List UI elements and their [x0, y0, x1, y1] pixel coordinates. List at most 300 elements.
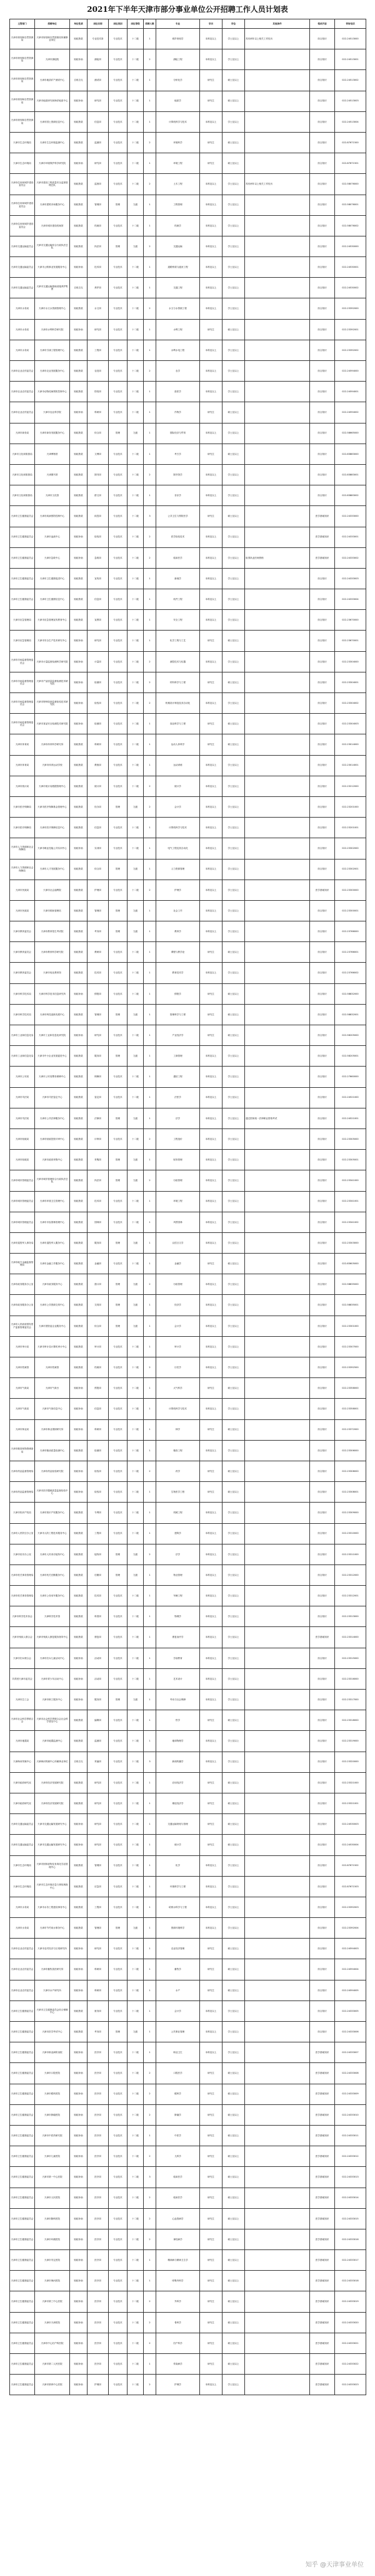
table-cell: 专业技术	[109, 755, 128, 776]
table-cell: 软件工程	[156, 589, 200, 610]
table-cell: 本科及以上	[200, 1336, 222, 1357]
table-cell: 十二级	[128, 2229, 144, 2249]
table-cell	[245, 1814, 310, 1835]
table-cell: 022-23308000	[335, 1461, 366, 1481]
table-cell: 学士及以上	[222, 1087, 245, 1108]
table-cell: 天津市水务局	[10, 1897, 35, 1917]
table-cell: 天津市公路事业发展服务中心	[35, 257, 70, 278]
table-row	[10, 1128, 366, 1149]
table-cell: 财政拨款	[70, 236, 88, 256]
table-cell: 综合知识	[310, 1025, 335, 1046]
table-cell: 天津市交通运输委员会	[10, 1835, 35, 1855]
table-cell: 本科及以上	[200, 755, 222, 776]
table-cell: 天津市水务局	[10, 298, 35, 319]
watermark: 知乎 @天津事业单位	[305, 2562, 364, 2568]
table-cell: 综合知识	[310, 1523, 335, 1544]
table-cell: 综合知识	[310, 631, 335, 651]
table-cell	[245, 963, 310, 983]
table-cell: 水利工程	[156, 319, 200, 340]
table-cell: 专业技术	[109, 734, 128, 755]
table-cell: 本科及以上	[200, 900, 222, 921]
table-cell	[245, 2042, 310, 2063]
table-cell	[245, 1399, 310, 1419]
table-cell: 天津图书馆	[35, 464, 70, 485]
table-cell: 十二级	[128, 734, 144, 755]
table-cell: 管理	[109, 1918, 128, 1939]
table-cell: 022-24333000	[335, 506, 366, 527]
table-cell: 十二级	[128, 298, 144, 319]
table-cell: 022-23313000	[335, 1606, 366, 1627]
table-cell: 测控技术与仪器	[156, 651, 200, 672]
table-cell: 统计岗	[88, 776, 109, 796]
table-cell: 天津市城市管理综合行政执法总队	[35, 1170, 70, 1191]
table-cell: 综合知识	[310, 921, 335, 942]
table-cell: 1	[144, 2250, 156, 2271]
table-cell: 硕士及以上	[222, 1793, 245, 1813]
table-cell: 本科及以上	[200, 796, 222, 817]
table-cell: 服务岗	[88, 1046, 109, 1067]
table-cell: 天津市建筑市场服务中心	[35, 195, 70, 215]
table-cell: 022-24333010	[335, 2104, 366, 2125]
table-cell: 天津市城市建设档案馆	[35, 215, 70, 236]
table-cell: 产业经济学	[156, 1025, 200, 1046]
table-row	[10, 1440, 366, 1461]
table-cell: 综合知识	[310, 1419, 335, 1440]
table-cell	[245, 983, 310, 1004]
table-cell: 金融岗	[88, 1254, 109, 1274]
table-cell: 财政拨款	[70, 776, 88, 796]
table-cell: 1	[144, 1295, 156, 1316]
table-cell: 研究生	[200, 91, 222, 111]
table-cell: 硕士及以上	[222, 1835, 245, 1855]
table-cell: 3	[144, 2167, 156, 2188]
table-cell: 综合知识	[310, 714, 335, 734]
table-cell: 财政补助	[70, 2375, 88, 2395]
table-cell: 医学检验技术	[156, 527, 200, 547]
table-cell: 学士及以上	[222, 1295, 245, 1316]
table-cell: 财政补助	[70, 983, 88, 1004]
table-cell: 检验岗	[88, 693, 109, 714]
table-cell: 财政补助	[70, 1690, 88, 1710]
table-cell: 天津市科学技术局	[10, 983, 35, 1004]
table-cell: 九级	[128, 236, 144, 256]
table-cell: 十二级	[128, 1378, 144, 1399]
table-cell: 工商管理	[156, 1046, 200, 1067]
table-cell: 综合知识	[310, 568, 335, 589]
table-cell: 1	[144, 1627, 156, 1648]
table-cell: 学士及以上	[222, 859, 245, 880]
table-cell: 综合知识	[310, 1087, 335, 1108]
table-row	[10, 91, 366, 111]
table-cell: 专业技术	[109, 1627, 128, 1648]
table-cell: 测绘岗	[88, 49, 109, 70]
table-cell: 天津市公务用车服务中心	[35, 1586, 70, 1606]
table-cell: 022-58076002	[335, 215, 366, 236]
table-cell: 宣传岗	[88, 568, 109, 589]
table-cell: 研究生	[200, 2312, 222, 2333]
table-cell	[245, 153, 310, 174]
table-cell: 十二级	[128, 2291, 144, 2312]
table-cell: 专业技术	[109, 2229, 128, 2249]
table-cell: 十二级	[128, 382, 144, 402]
table-cell: 学士及以上	[222, 921, 245, 942]
table-cell: 022-23303000	[335, 1232, 366, 1253]
table-cell	[245, 2375, 310, 2395]
table-cell: 财政拨款	[70, 1606, 88, 1627]
table-cell: 2	[144, 2084, 156, 2104]
table-row	[10, 547, 366, 568]
table-cell	[245, 423, 310, 444]
table-cell: 022-27660000	[335, 1067, 366, 1087]
table-cell: 天津市国资委企业服务中心	[35, 1316, 70, 1336]
table-cell: 肿瘤学	[156, 2104, 200, 2125]
table-row	[10, 2104, 366, 2125]
table-cell: 综合知识	[310, 1835, 335, 1855]
table-cell: 综合知识	[310, 818, 335, 838]
table-cell: 硕士及以上	[222, 672, 245, 692]
table-cell: 1	[144, 485, 156, 506]
table-cell: 天津市气象信息中心	[35, 1399, 70, 1419]
table-cell: 硕士及以上	[222, 2312, 245, 2333]
table-cell: 综合知识	[310, 1710, 335, 1731]
table-row	[10, 631, 366, 651]
table-cell: 劳动与社会保障	[156, 1690, 200, 1710]
table-cell: 天津市水务局	[10, 340, 35, 360]
table-cell: 天津市医疗保障局	[10, 818, 35, 838]
table-cell: 财政拨款	[70, 1544, 88, 1564]
table-cell: 1	[144, 382, 156, 402]
table-cell: 财政拨款	[70, 2022, 88, 2042]
table-cell: 医疗岗	[88, 2250, 109, 2271]
table-cell: 学士及以上	[222, 1503, 245, 1523]
table-cell	[245, 921, 310, 942]
table-cell: 天津海河传媒中心	[10, 1752, 35, 1772]
table-cell: 医疗岗	[88, 2312, 109, 2333]
table-cell: 管理	[109, 921, 128, 942]
table-cell: 硕士及以上	[222, 2125, 245, 2146]
table-cell: 会计学	[156, 796, 200, 817]
table-cell: 口腔医学	[156, 2063, 200, 2084]
table-cell: 分析化学	[156, 70, 200, 91]
table-cell: 综合知识	[310, 1150, 335, 1170]
table-cell: 1	[144, 444, 156, 464]
table-cell: 财政拨款	[70, 796, 88, 817]
table-cell: 1	[144, 2271, 156, 2291]
column-header: 学位	[222, 19, 245, 29]
table-header-row	[10, 19, 366, 29]
table-cell	[245, 1004, 310, 1025]
table-cell: 022-24513000	[335, 29, 366, 49]
table-row	[10, 838, 366, 859]
table-cell	[245, 568, 310, 589]
table-cell: 图书馆学	[156, 464, 200, 485]
table-row	[10, 1254, 366, 1274]
table-cell: 运动人体科学	[156, 734, 200, 755]
table-cell: 022-23766000	[335, 921, 366, 942]
table-cell: 天津市体育运动学校	[35, 755, 70, 776]
table-cell	[245, 859, 310, 880]
table-cell: 天津市住房和城乡建设委员会	[10, 215, 35, 236]
table-cell: 综合知识	[310, 382, 335, 402]
table-cell	[245, 1793, 310, 1813]
table-cell: 财政补助	[70, 2229, 88, 2249]
table-cell: 综合知识	[310, 1357, 335, 1378]
table-cell	[245, 1232, 310, 1253]
table-cell: 022-24530001	[335, 257, 366, 278]
table-row	[10, 2022, 366, 2042]
table-row	[10, 2000, 366, 2021]
table-cell: 研究岗	[88, 1939, 109, 1959]
table-row	[10, 1980, 366, 2000]
table-cell: 天津市工业和信息化研究院	[35, 1025, 70, 1046]
table-cell: 天津市经济发展研究院	[35, 1793, 70, 1813]
table-cell: 天津市司法局	[10, 1087, 35, 1108]
table-cell: 天津市科学技术局	[10, 1004, 35, 1025]
table-cell: 综合知识	[310, 589, 335, 610]
table-cell: 财政拨款	[70, 818, 88, 838]
table-cell: 1	[144, 2000, 156, 2021]
table-cell	[245, 1461, 310, 1481]
table-cell: 研究生	[200, 132, 222, 153]
table-cell: 天津市医疗器械质量监督检验中心	[35, 1482, 70, 1503]
table-cell: 硕士及以上	[222, 2250, 245, 2271]
table-row	[10, 1212, 366, 1232]
table-cell: 检测岗	[88, 1440, 109, 1461]
table-cell: 天津市机关后勤服务中心	[35, 1564, 70, 1585]
table-cell: 天津市人民政府国有资产监督管理委员会	[10, 1316, 35, 1336]
table-cell: 1	[144, 195, 156, 215]
table-cell: 2	[144, 298, 156, 319]
table-cell: 十二级	[128, 153, 144, 174]
table-cell: 学士及以上	[222, 1606, 245, 1627]
table-cell: 学士及以上	[222, 1627, 245, 1648]
table-cell: 研究生	[200, 2125, 222, 2146]
table-cell: 财政拨款	[70, 900, 88, 921]
table-cell: 管理	[109, 423, 128, 444]
table-cell: 医学基础知识	[310, 2188, 335, 2208]
table-cell: 天津市机关事务管理局	[10, 1586, 35, 1606]
table-cell: 天津市节约用水事务中心	[35, 1918, 70, 1939]
table-cell: 学士及以上	[222, 1108, 245, 1128]
table-cell: 学士及以上	[222, 1564, 245, 1585]
table-cell: 十二级	[128, 132, 144, 153]
table-cell: 十二级	[128, 1855, 144, 1876]
table-cell: 综合知识	[310, 859, 335, 880]
column-header: 学历	[200, 19, 222, 29]
table-cell	[245, 1544, 310, 1564]
table-cell: 天津市卫生健康委员会	[10, 568, 35, 589]
table-cell: 天津市档案馆	[10, 1357, 35, 1378]
table-cell: 财政拨款	[70, 340, 88, 360]
table-cell: 天津市司法局	[10, 1108, 35, 1128]
table-cell: 文博岗	[88, 444, 109, 464]
table-cell: 经济学	[156, 1295, 200, 1316]
table-cell: 研究生	[200, 983, 222, 1004]
table-cell	[245, 838, 310, 859]
table-cell: 十二级	[128, 983, 144, 1004]
table-cell: 专业技术	[109, 2250, 128, 2271]
table-cell: 天津市财政投资评审中心	[35, 1128, 70, 1149]
table-cell: 专业技术	[109, 1191, 128, 1212]
table-cell	[245, 382, 310, 402]
table-cell: 硕士及以上	[222, 2188, 245, 2208]
table-cell: 人力资源管理	[156, 859, 200, 880]
table-cell: 财政补助	[70, 2333, 88, 2353]
table-cell: 天津市司法鉴定中心	[35, 1087, 70, 1108]
table-cell: 研究生	[200, 2188, 222, 2208]
table-cell: 信息岗	[88, 589, 109, 610]
table-cell: 专业技术	[109, 651, 128, 672]
table-cell: 十二级	[128, 2333, 144, 2353]
table-cell	[245, 402, 310, 423]
table-cell: 综合知识	[310, 70, 335, 91]
table-cell: 农技岗	[88, 361, 109, 382]
table-cell: 天津市环湖医院	[35, 2229, 70, 2249]
table-cell: 1	[144, 91, 156, 111]
table-row	[10, 942, 366, 963]
table-row	[10, 1482, 366, 1503]
table-cell: 十二级	[128, 1793, 144, 1813]
table-cell: 财政拨款	[70, 1067, 88, 1087]
table-row	[10, 485, 366, 506]
table-cell: 研究岗	[88, 1814, 109, 1835]
table-cell: 综合知识	[310, 278, 335, 298]
table-cell	[245, 49, 310, 70]
table-cell: 专业技术	[109, 1461, 128, 1481]
table-cell: 天津市救助管理站	[35, 900, 70, 921]
table-cell: 十二级	[128, 70, 144, 91]
table-cell: 九级	[128, 1170, 144, 1191]
table-row	[10, 236, 366, 256]
table-row	[10, 1336, 366, 1357]
table-row	[10, 734, 366, 755]
table-cell: 本科及以上	[200, 1918, 222, 1939]
table-cell: 研究生	[200, 444, 222, 464]
table-cell: 医学基础知识	[310, 506, 335, 527]
table-cell: 财政补助	[70, 2146, 88, 2167]
table-cell: 管理	[109, 1232, 128, 1253]
table-cell: 神经病学	[156, 2229, 200, 2249]
table-row	[10, 1046, 366, 1067]
table-cell: 十二级	[128, 1461, 144, 1481]
table-row	[10, 423, 366, 444]
table-cell: 具有两年以上相关工作经历	[245, 29, 310, 49]
table-cell: 研究生	[200, 1254, 222, 1274]
table-cell: 专业技术	[109, 983, 128, 1004]
table-cell: 天津市林业果树研究所	[35, 1419, 70, 1440]
table-cell	[245, 1128, 310, 1149]
table-cell: 本科及以上	[200, 1855, 222, 1876]
table-cell: 天津市水务工程建设事务中心	[35, 1897, 70, 1917]
table-cell: 天津市人民来访接待中心	[35, 1544, 70, 1564]
table-cell: 十二级	[128, 2354, 144, 2375]
table-cell: 022-23392500	[335, 1357, 366, 1378]
table-row	[10, 1523, 366, 1544]
table-cell: 综合知识	[310, 1793, 335, 1813]
table-cell: 九级	[128, 423, 144, 444]
table-cell: 法医学	[156, 1087, 200, 1108]
table-cell: 财政拨款	[70, 1586, 88, 1606]
table-cell: 硕士及以上	[222, 714, 245, 734]
table-cell: 九级	[128, 1564, 144, 1585]
table-cell	[245, 589, 310, 610]
table-cell: 医疗岗	[88, 2167, 109, 2188]
table-cell: 天津市教育招生考试院	[35, 921, 70, 942]
table-cell: 学士及以上	[222, 1191, 245, 1212]
table-cell: 药学	[156, 1461, 200, 1481]
table-cell: 财政补助	[70, 1399, 88, 1419]
table-cell: 天津市市场监督管理委员会	[10, 714, 35, 734]
table-cell: 鉴定岗	[88, 1087, 109, 1108]
table-cell	[245, 1835, 310, 1855]
table-cell: 工程岗	[88, 340, 109, 360]
table-cell	[245, 2167, 310, 2188]
table-cell: 天津市体育局	[10, 734, 35, 755]
table-cell: 专利岗	[88, 1503, 109, 1523]
table-cell: 天津市工业和信息化局	[10, 1025, 35, 1046]
table-cell: 1	[144, 1212, 156, 1232]
table-cell: 天津市地质矿产测试中心	[35, 70, 70, 91]
table-cell: 天津市药品检验研究院	[35, 1461, 70, 1481]
table-cell: 天津市海河医院	[35, 2271, 70, 2291]
table-cell: 022-24530003	[335, 1814, 366, 1835]
table-cell: 财政补助	[70, 1419, 88, 1440]
table-cell: 研究岗	[88, 1835, 109, 1855]
table-cell: 专业技术	[109, 444, 128, 464]
table-cell: 兽医学	[156, 382, 200, 402]
table-cell: 天津市教育委员会	[10, 963, 35, 983]
table-cell: 专业技术	[109, 1793, 128, 1813]
table-cell: 公共卫生与预防医学	[156, 506, 200, 527]
table-cell: 专业技术	[109, 278, 128, 298]
table-cell: 学士及以上	[222, 796, 245, 817]
table-cell: 十二级	[128, 174, 144, 195]
table-cell: 研究生	[200, 70, 222, 91]
table-cell	[245, 1440, 310, 1461]
table-cell: 十二级	[128, 361, 144, 382]
table-cell: 022-23320000	[335, 1752, 366, 1772]
table-cell	[245, 1731, 310, 1752]
table-cell	[245, 1336, 310, 1357]
table-cell: 综合知识	[310, 1772, 335, 1793]
table-cell: 综合知识	[310, 651, 335, 672]
table-row	[10, 1835, 366, 1855]
table-row	[10, 1876, 366, 1897]
table-cell: 硕士及以上	[222, 153, 245, 174]
table-cell: 专业技术	[109, 2146, 128, 2167]
table-cell	[245, 1668, 310, 1689]
table-cell: 天津市生态环境监测中心	[35, 132, 70, 153]
table-cell: 022-24333018	[335, 2271, 366, 2291]
table-cell: 财政补助	[70, 91, 88, 111]
table-cell: 专业技术	[109, 91, 128, 111]
table-cell: 财政拨款	[70, 963, 88, 983]
table-cell: 1	[144, 2125, 156, 2146]
table-cell: 研究生	[200, 506, 222, 527]
table-cell: 信息岗	[88, 1399, 109, 1419]
table-cell: 天津市卫生健康委员会	[10, 2291, 35, 2312]
table-cell: 022-83883002	[335, 485, 366, 506]
table-cell: 022-24333017	[335, 2250, 366, 2271]
table-cell: 十二级	[128, 1067, 144, 1087]
table-cell: 1	[144, 70, 156, 91]
table-cell: 1	[144, 589, 156, 610]
table-cell: 财政补助	[70, 402, 88, 423]
table-cell: 研究生	[200, 1793, 222, 1813]
table-cell: 022-24513003	[335, 91, 366, 111]
table-cell: 本科及以上	[200, 1731, 222, 1752]
table-row	[10, 2271, 366, 2291]
